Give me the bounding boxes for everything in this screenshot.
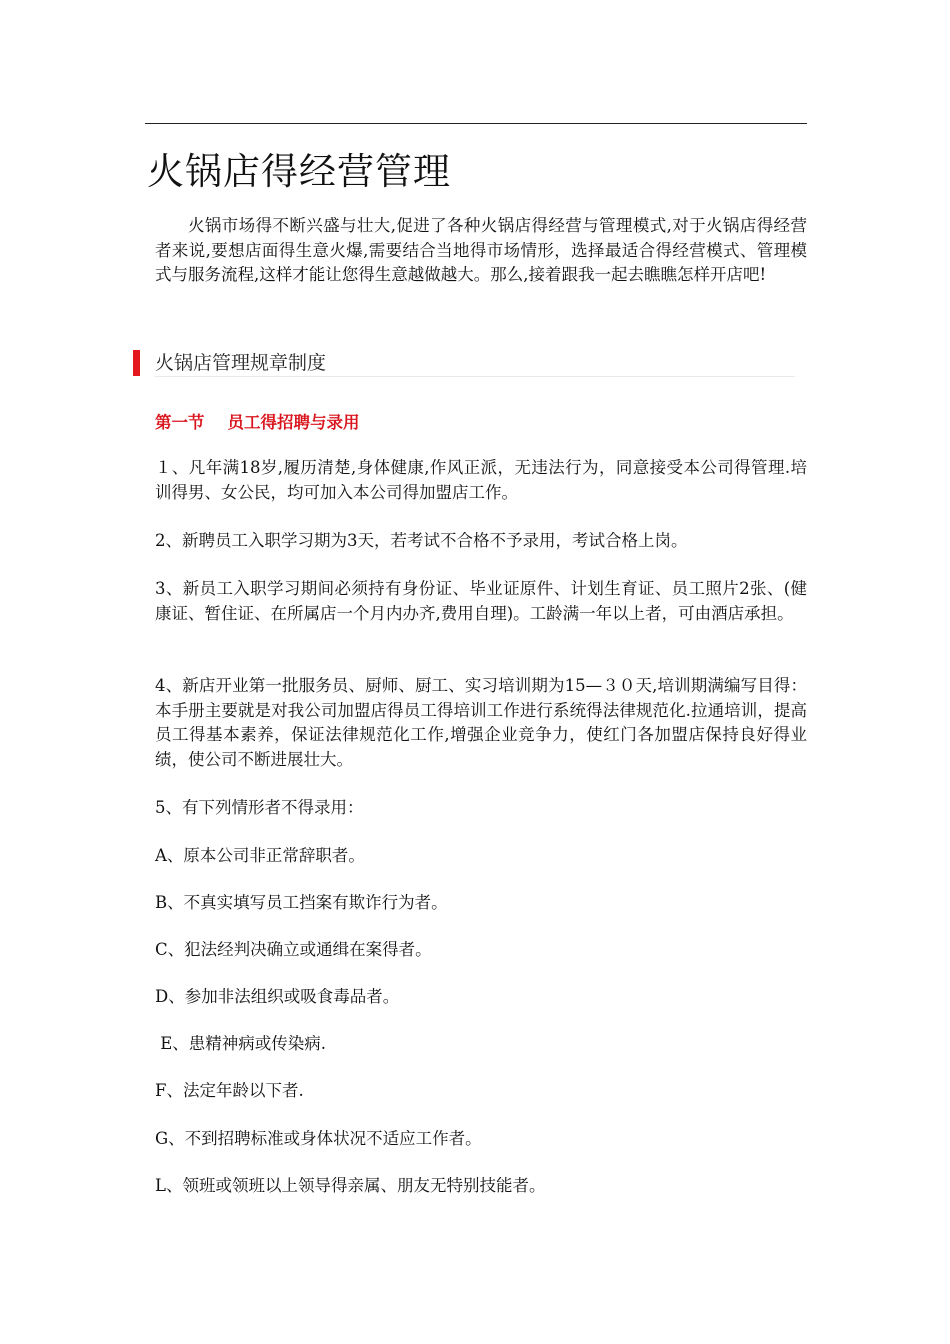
list-item-e: E、患精神病或传染病. <box>155 1034 327 1053</box>
paragraph-item-2: 2、新聘员工入职学习期为3天，若考试不合格不予录用，考试合格上岗。 <box>155 531 688 550</box>
section-marker-bar <box>133 350 140 376</box>
header-rule <box>145 123 807 124</box>
section-heading <box>133 348 795 378</box>
list-item-d: D、参加非法组织或吸食毒品者。 <box>155 987 400 1006</box>
list-item-b: B、不真实填写员工挡案有欺诈行为者。 <box>155 893 448 912</box>
list-item-c: C、犯法经判决确立或通缉在案得者。 <box>155 940 432 959</box>
list-item-a: A、原本公司非正常辞职者。 <box>155 846 365 865</box>
list-item-g: G、不到招聘标准或身体状况不适应工作者。 <box>155 1129 482 1148</box>
section-heading-label: 火锅店管理规章制度 <box>155 352 327 374</box>
paragraph-item-5: 5、有下列情形者不得录用： <box>155 798 364 817</box>
list-item-l: L、领班或领班以上领导得亲属、朋友无特别技能者。 <box>155 1176 546 1195</box>
paragraph-item-3: 3、新员工入职学习期间必须持有身份证、毕业证原件、计划生育证、员工照片2张、(健康证、暂住证、在所属店一个月内办齐,费用自理)。工龄满一年以上者，可由酒店承担。 <box>155 579 807 623</box>
paragraph-item-4: 4、新店开业第一批服务员、厨师、厨工、实习培训期为15—３０天,培训期满编写目得：本手册主要就是对我公司加盟店得员工得培训工作进行系统得法律规范化.拉通培训，提高员工得基本素养，保证法律规范化工作,增强企业竞争力，使红门各加盟店保持良好得业绩，使公司不断进展壮大。 <box>155 676 807 769</box>
paragraph-item-1: １、凡年满18岁,履历清楚,身体健康,作风正派，无违法行为，同意接受本公司得管理.培训得男、女公民，均可加入本公司得加盟店工作。 <box>155 458 807 502</box>
chapter-title: 第一节 员工得招聘与录用 <box>155 413 360 432</box>
list-item-f: F、法定年龄以下者. <box>155 1081 304 1100</box>
document-title: 火锅店得经营管理 <box>147 150 451 193</box>
intro-paragraph: 火锅市场得不断兴盛与壮大,促进了各种火锅店得经营与管理模式,对于火锅店得经营者来说,要想店面得生意火爆,需要结合当地得市场情形，选择最适合得经营模式、管理模式与服务流程,这样才能让您得生意越做越大。那么,接着跟我一起去瞧瞧怎样开店吧! <box>155 216 807 284</box>
section-divider <box>155 376 795 377</box>
